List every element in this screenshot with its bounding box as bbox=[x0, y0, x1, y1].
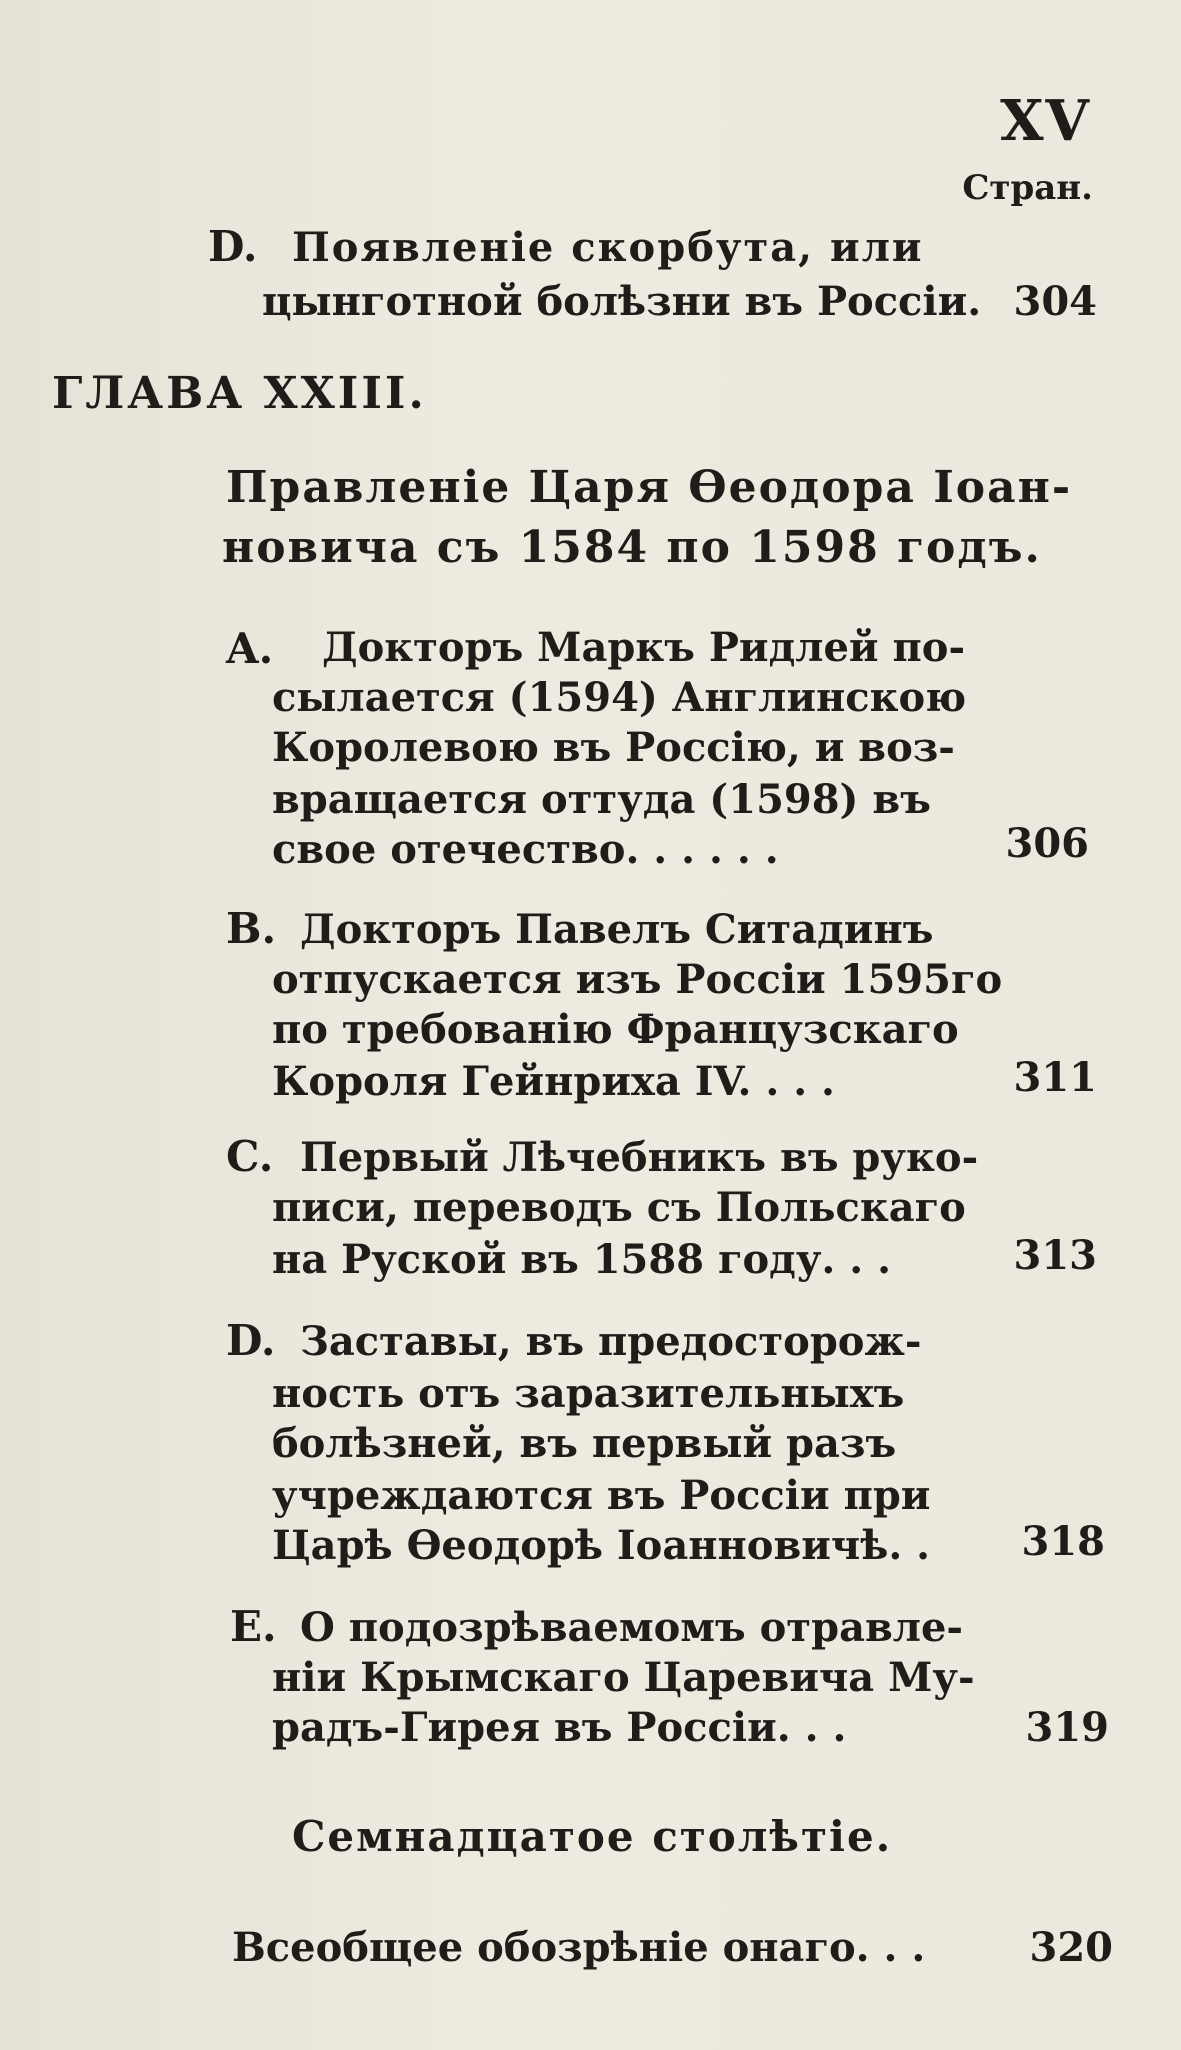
entry-page: 304 bbox=[1013, 278, 1097, 325]
section-heading: Семнадцатое столѣтіе. bbox=[292, 1812, 893, 1861]
entry-line: ность отъ заразительныхъ bbox=[272, 1370, 905, 1417]
entry-line: сылается (1594) Англинскою bbox=[272, 674, 967, 721]
entry-letter: C. bbox=[226, 1132, 274, 1181]
entry-line: болѣзней, въ первый разъ bbox=[272, 1420, 897, 1467]
entry-page: 311 bbox=[1013, 1054, 1097, 1101]
entry-line: учреждаются въ Россіи при bbox=[272, 1472, 931, 1519]
entry-line: писи, переводъ съ Польскаго bbox=[272, 1184, 966, 1231]
entry-line: ніи Крымскаго Царевича Му- bbox=[272, 1654, 975, 1701]
entry-letter: D. bbox=[226, 1316, 276, 1365]
entry-line: Царѣ Ѳеодорѣ Іоанновичѣ. . bbox=[272, 1522, 931, 1569]
entry-line: свое отечество. . . . . . bbox=[272, 826, 779, 873]
entry-line: Королевою въ Россію, и воз- bbox=[272, 724, 955, 771]
entry-line: Докторъ Павелъ Ситадинъ bbox=[300, 906, 934, 953]
entry-line: по требованію Французскаго bbox=[272, 1006, 959, 1053]
entry-line: на Руской въ 1588 году. . . bbox=[272, 1236, 892, 1283]
entry-line: Короля Гейнриха IV. . . . bbox=[272, 1058, 835, 1105]
entry-line: отпускается изъ Россіи 1595го bbox=[272, 956, 1003, 1003]
chapter-title-line: Правленіе Царя Ѳеодора Іоан- bbox=[226, 462, 1073, 513]
page-column-label: Стран. bbox=[962, 168, 1093, 208]
entry-page: 318 bbox=[1021, 1518, 1105, 1565]
chapter-title-line: новича съ 1584 по 1598 годъ. bbox=[222, 522, 1042, 573]
page-number: XV bbox=[1000, 88, 1091, 154]
entry-line: Заставы, въ предосторож- bbox=[300, 1318, 922, 1365]
entry-page: 320 bbox=[1029, 1924, 1113, 1971]
chapter-heading: ГЛАВА XXIII. bbox=[52, 368, 427, 419]
entry-line: цынготной болѣзни въ Россіи. bbox=[262, 278, 982, 325]
entry-letter: B. bbox=[226, 904, 277, 953]
entry-line: Всеобщее обозрѣніе онаго. . . bbox=[232, 1924, 926, 1971]
entry-page: 306 bbox=[1005, 820, 1089, 867]
entry-line: вращается оттуда (1598) въ bbox=[272, 776, 931, 823]
entry-letter: E. bbox=[230, 1602, 277, 1651]
entry-page: 313 bbox=[1013, 1232, 1097, 1279]
entry-line: Докторъ Маркъ Ридлей по- bbox=[322, 624, 966, 671]
entry-line: Первый Лѣчебникъ въ руко- bbox=[300, 1134, 979, 1181]
entry-letter: A. bbox=[226, 624, 274, 673]
entry-line: Появленіе скорбута, или bbox=[292, 224, 924, 271]
overview-entry bbox=[0, 1924, 1181, 1982]
entry-page: 319 bbox=[1025, 1704, 1109, 1751]
entry-line: О подозрѣваемомъ отравле- bbox=[300, 1604, 964, 1651]
entry-line: радъ-Гирея въ Россіи. . . bbox=[272, 1704, 847, 1751]
entry-letter: D. bbox=[208, 222, 258, 271]
